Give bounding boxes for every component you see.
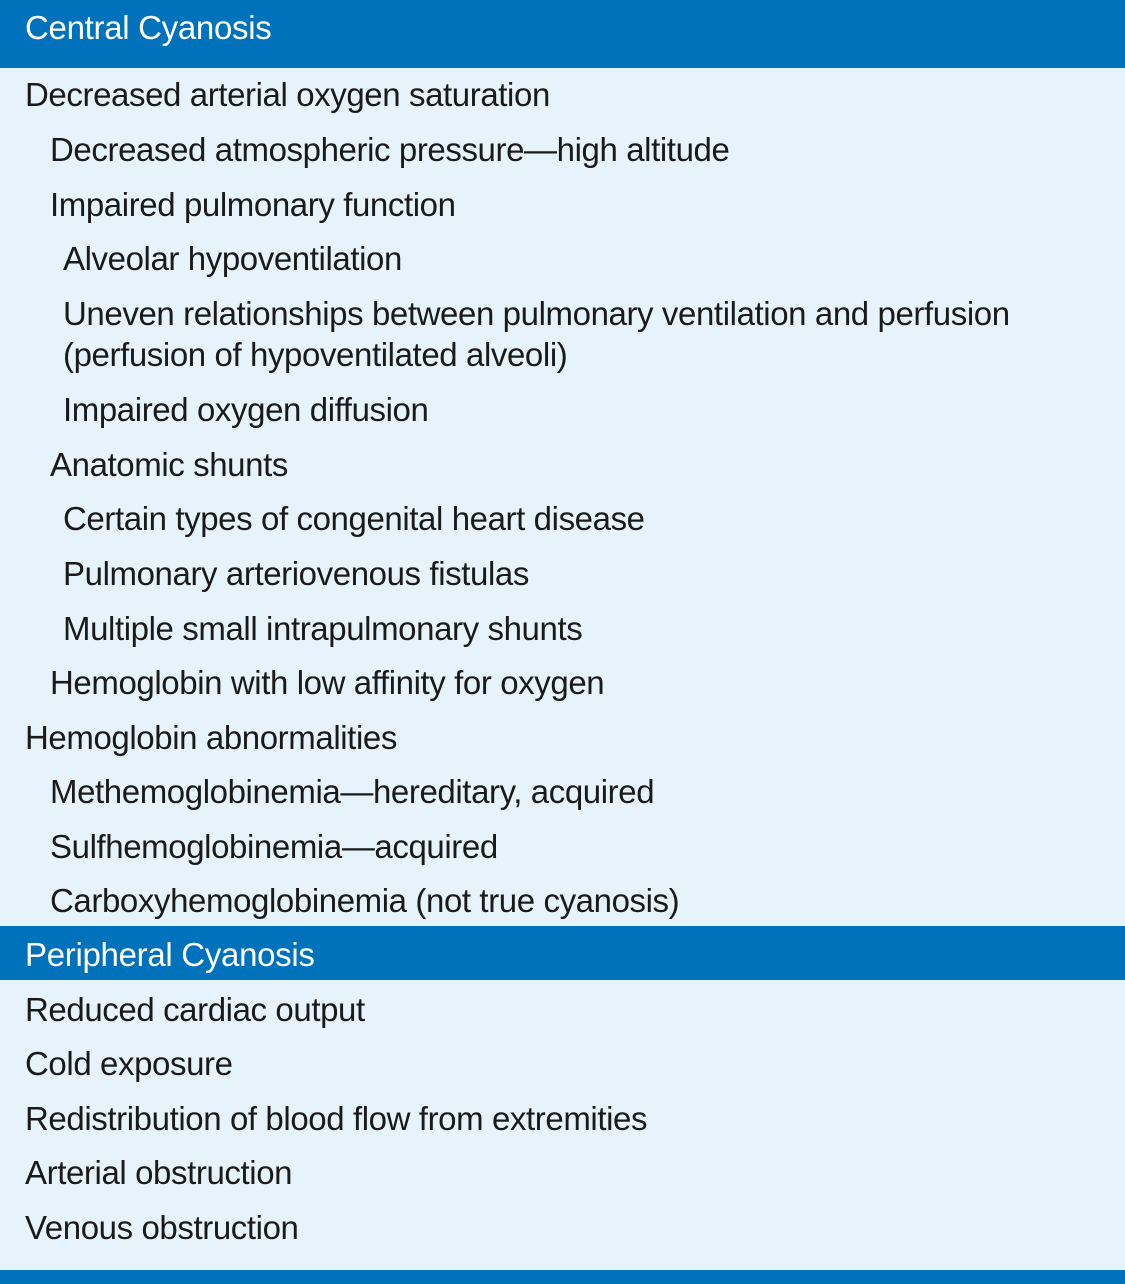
list-item: Impaired pulmonary function: [50, 186, 456, 223]
list-item: Cold exposure: [25, 1045, 233, 1082]
list-item: Impaired oxygen diffusion: [63, 391, 429, 428]
list-item: Uneven relationships between pulmonary ventilation and perfusion (perfusion of hypoventilated alveoli): [63, 295, 1010, 373]
list-item: Redistribution of blood flow from extremities: [25, 1100, 648, 1137]
list-item: Sulfhemoglobinemia—acquired: [50, 828, 498, 865]
central-cyanosis-header: Central Cyanosis: [0, 0, 1125, 68]
list-item: Hemoglobin with low affinity for oxygen: [50, 664, 605, 701]
list-item: Decreased atmospheric pressure—high altitude: [50, 131, 730, 168]
list-item: Anatomic shunts: [50, 446, 288, 483]
list-item: Hemoglobin abnormalities: [25, 719, 397, 756]
list-item: Methemoglobinemia—hereditary, acquired: [50, 773, 655, 810]
list-item: Carboxyhemoglobinemia (not true cyanosis): [50, 882, 680, 919]
list-item: Pulmonary arteriovenous fistulas: [63, 555, 529, 592]
list-item: Alveolar hypoventilation: [63, 240, 402, 277]
list-item: Arterial obstruction: [25, 1154, 293, 1191]
list-item: Decreased arterial oxygen saturation: [25, 76, 550, 113]
table-bottom-rule: [0, 1270, 1125, 1284]
peripheral-cyanosis-header: Peripheral Cyanosis: [0, 926, 1125, 980]
list-item: Multiple small intrapulmonary shunts: [63, 610, 583, 647]
list-item: Reduced cardiac output: [25, 991, 365, 1028]
list-item: Certain types of congenital heart disease: [63, 500, 645, 537]
list-item: Venous obstruction: [25, 1209, 299, 1246]
